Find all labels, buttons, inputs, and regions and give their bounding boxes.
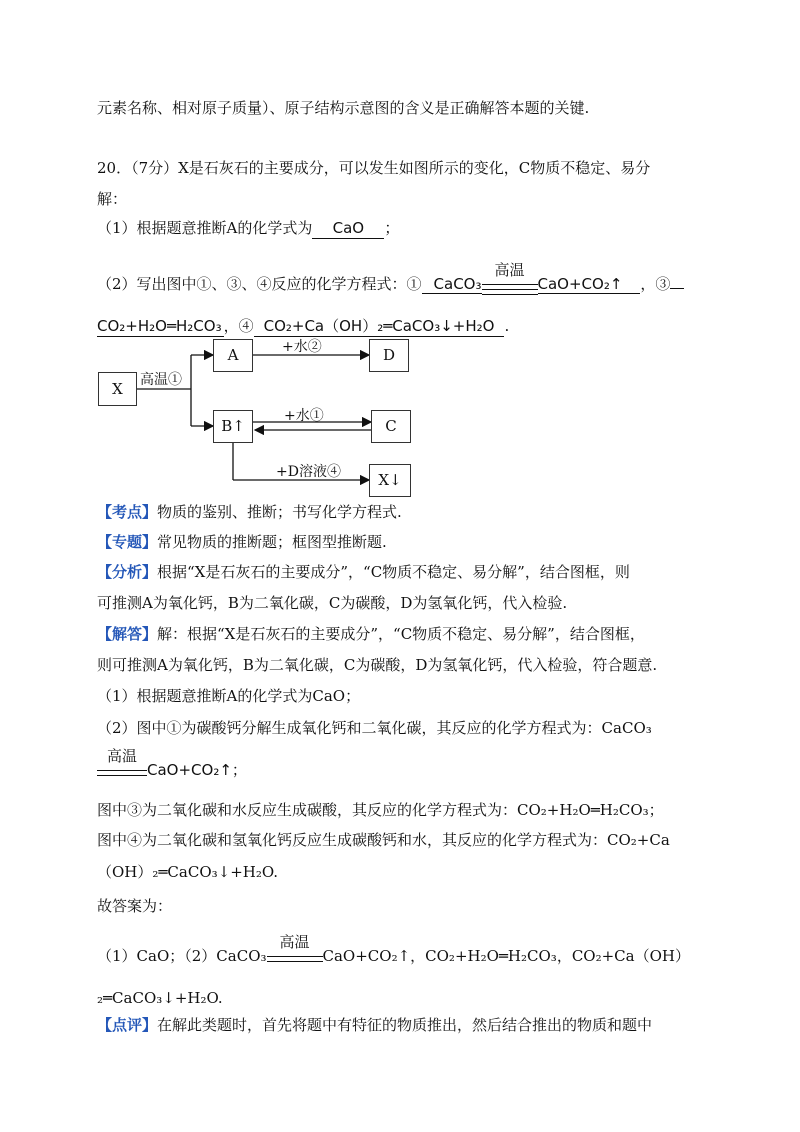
question-part2-line1	[97, 261, 684, 295]
a2-result: CaO+CO₂↑；	[147, 761, 247, 779]
label-high-temp: 高温①	[140, 372, 182, 388]
answer-4-line2: （OH）₂═CaCO₃↓+H₂O.	[97, 863, 279, 881]
final-part-b: CaO+CO₂↑，CO₂+H₂O═H₂CO₃，CO₂+Ca（OH）	[322, 947, 690, 965]
box-c: C	[371, 410, 411, 443]
q2-condition: 高温	[494, 261, 525, 279]
answer-3: 图中③为二氧化碳和水反应生成碳酸，其反应的化学方程式为：CO₂+H₂O═H₂CO₃；	[97, 801, 664, 819]
kaodian-line	[97, 502, 402, 522]
box-b: B↑	[213, 410, 253, 443]
dianping-text: 在解此类题时，首先将题中有特征的物质推出，然后结合推出的物质和题中	[157, 1016, 653, 1034]
intro-line: 元素名称、相对原子质量）、原子结构示意图的含义是正确解答本题的关键.	[97, 99, 590, 117]
jieda-line1	[97, 624, 645, 644]
q1-answer: CaO	[312, 218, 384, 239]
q2-eq3: CO₂+H₂O═H₂CO₃	[97, 317, 222, 335]
dianping-tag: 【点评】	[97, 1016, 158, 1034]
box-x: X	[98, 372, 137, 406]
final-line2: ₂═CaCO₃↓+H₂O.	[97, 989, 223, 1007]
jieda-tag: 【解答】	[97, 625, 158, 643]
answer-2-line2	[97, 747, 247, 780]
fenxi-tag: 【分析】	[97, 563, 158, 581]
label-plus-water-2: +水②	[282, 339, 322, 355]
answer-1: （1）根据题意推断A的化学式为CaO；	[97, 687, 361, 705]
box-a: A	[213, 339, 253, 372]
question-stem-line2: 解：	[97, 190, 128, 208]
question-stem-line1: 20．（7分）X是石灰石的主要成分，可以发生如图所示的变化，C物质不稳定、易分	[97, 159, 651, 177]
q2-end: .	[504, 317, 510, 335]
final-condition: 高温	[279, 933, 310, 951]
a2-condition: 高温	[106, 747, 137, 765]
label-plus-water-1: +水①	[284, 408, 324, 424]
label-plus-d-solution: +D溶液④	[276, 464, 341, 480]
final-part-a: （1）CaO；（2）CaCO₃	[97, 947, 267, 965]
q1-prefix: （1）根据题意推断A的化学式为	[97, 219, 313, 237]
box-x-precipitate: X↓	[369, 464, 411, 497]
kaodian-tag: 【考点】	[97, 503, 158, 521]
dianping-line	[97, 1015, 652, 1035]
final-label: 故答案为：	[97, 897, 173, 915]
q1-suffix: ；	[384, 219, 400, 237]
box-d: D	[369, 339, 409, 372]
q2-mid: ，③	[640, 275, 671, 293]
q2-prefix: （2）写出图中①、③、④反应的化学方程式：①	[97, 275, 422, 293]
q2-eq1: CaCO₃ 高温 CaO+CO₂↑	[422, 274, 641, 295]
zhuanti-text: 常见物质的推断题；框图型推断题.	[157, 533, 387, 551]
question-part1	[97, 218, 399, 239]
answer-4-line1: 图中④为二氧化碳和氢氧化钙反应生成碳酸钙和水，其反应的化学方程式为：CO₂+Ca	[97, 831, 670, 849]
final-line1	[97, 933, 690, 966]
answer-2-line1: （2）图中①为碳酸钙分解生成氧化钙和二氧化碳，其反应的化学方程式为：CaCO₃	[97, 719, 652, 737]
zhuanti-line	[97, 532, 387, 552]
question-part2-line2	[97, 316, 509, 337]
q2-mid2: ，④	[223, 317, 254, 335]
fenxi-line2: 可推测A为氧化钙，B为二氧化碳，C为碳酸，D为氢氧化钙，代入检验.	[97, 594, 568, 612]
jieda-line2: 则可推测A为氧化钙，B为二氧化碳，C为碳酸，D为氢氧化钙，代入检验，符合题意.	[97, 656, 658, 674]
kaodian-text: 物质的鉴别、推断；书写化学方程式.	[157, 503, 402, 521]
fenxi-text1: 根据“X是石灰石的主要成分”，“C物质不稳定、易分解”，结合图框，则	[157, 563, 630, 581]
fenxi-line1	[97, 562, 630, 582]
zhuanti-tag: 【专题】	[97, 533, 158, 551]
jieda-text1: 解：根据“X是石灰石的主要成分”，“C物质不稳定、易分解”，结合图框，	[157, 625, 645, 643]
q2-eq4: CO₂+Ca（OH）₂═CaCO₃↓+H₂O	[254, 316, 505, 337]
